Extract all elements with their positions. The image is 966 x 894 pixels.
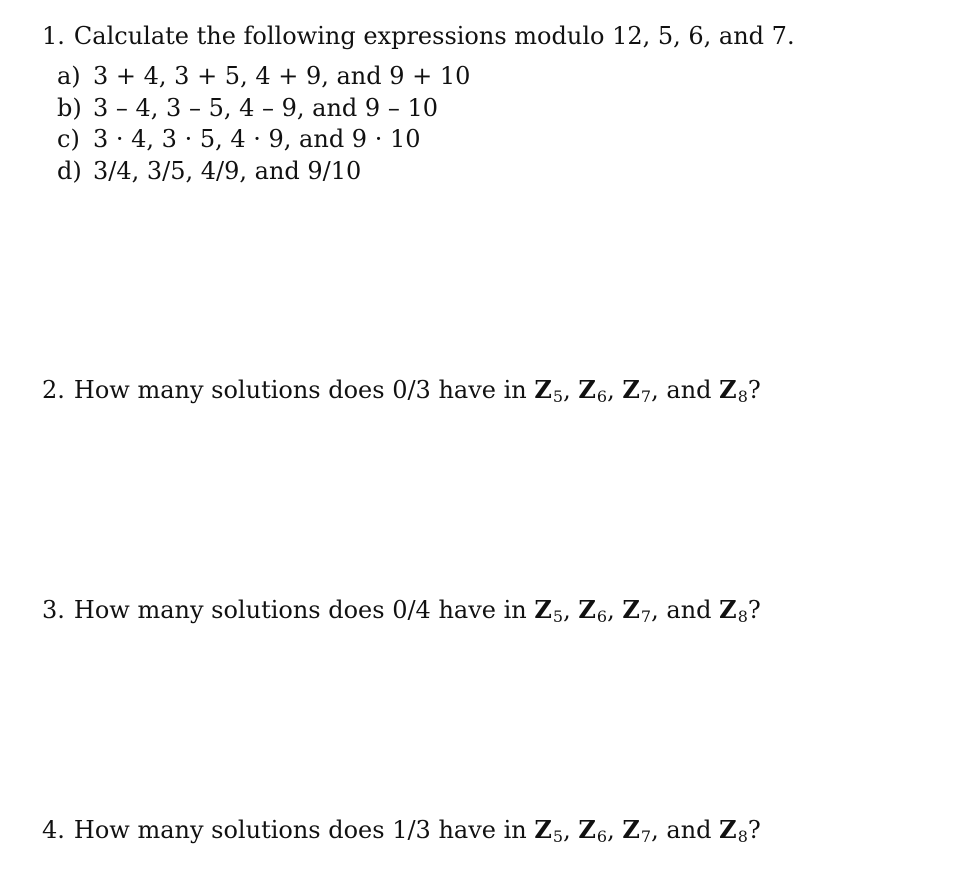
conjunction: and [666, 596, 712, 624]
question-mark: ? [747, 596, 761, 624]
problem-1-part-c [57, 124, 470, 156]
problem-1-text: Calculate the following expressions modulo 12, 5, 6, and 7. [73, 22, 795, 50]
problem-4-number: 4. [42, 816, 65, 844]
problem-3-number: 3. [42, 596, 65, 624]
problem-1-number: 1. [42, 22, 65, 50]
integer-ring-z5: Z5 [534, 375, 564, 406]
question-mark: ? [747, 816, 761, 844]
integer-ring-z6: Z6 [578, 815, 608, 846]
integer-ring-z8: Z8 [719, 375, 748, 406]
conjunction: and [666, 376, 712, 404]
problem-1-part-b [57, 93, 470, 125]
integer-ring-z7: Z7 [622, 815, 652, 846]
part-expression: 3/4, 3/5, 4/9, and 9/10 [93, 156, 362, 185]
problem-1-parts [57, 61, 470, 187]
problem-1 [42, 20, 795, 52]
integer-ring-z7: Z7 [622, 375, 652, 406]
part-label: a) [57, 62, 81, 90]
integer-ring-z5: Z5 [534, 595, 564, 626]
integer-ring-z7: Z7 [622, 595, 652, 626]
integer-ring-z8: Z8 [719, 595, 748, 626]
part-expression: 3 – 4, 3 – 5, 4 – 9, and 9 – 10 [93, 93, 438, 122]
problem-1-part-d [57, 156, 470, 188]
problem-2-number: 2. [42, 376, 65, 404]
problem-4: 4. How many solutions does 1/3 have in Z5, Z6, Z7, and Z8? [42, 815, 761, 846]
problem-3-text: How many solutions does 0/4 have in [73, 596, 527, 624]
part-label: b) [57, 93, 82, 122]
problem-2: 2. How many solutions does 0/3 have in Z5, Z6, Z7, and Z8? [42, 375, 761, 406]
problem-1-part-a [57, 61, 470, 93]
part-expression: 3 · 4, 3 · 5, 4 · 9, and 9 · 10 [93, 125, 421, 153]
question-mark: ? [747, 376, 761, 404]
problem-3: 3. How many solutions does 0/4 have in Z5, Z6, Z7, and Z8? [42, 595, 761, 626]
integer-ring-z5: Z5 [534, 815, 564, 846]
integer-ring-z8: Z8 [719, 815, 748, 846]
part-label: c) [57, 125, 80, 153]
conjunction: and [666, 816, 712, 844]
part-label: d) [57, 156, 82, 185]
integer-ring-z6: Z6 [578, 375, 608, 406]
part-expression: 3 + 4, 3 + 5, 4 + 9, and 9 + 10 [93, 62, 471, 90]
integer-ring-z6: Z6 [578, 595, 608, 626]
problem-4-text: How many solutions does 1/3 have in [73, 816, 527, 844]
problem-2-text: How many solutions does 0/3 have in [73, 376, 527, 404]
